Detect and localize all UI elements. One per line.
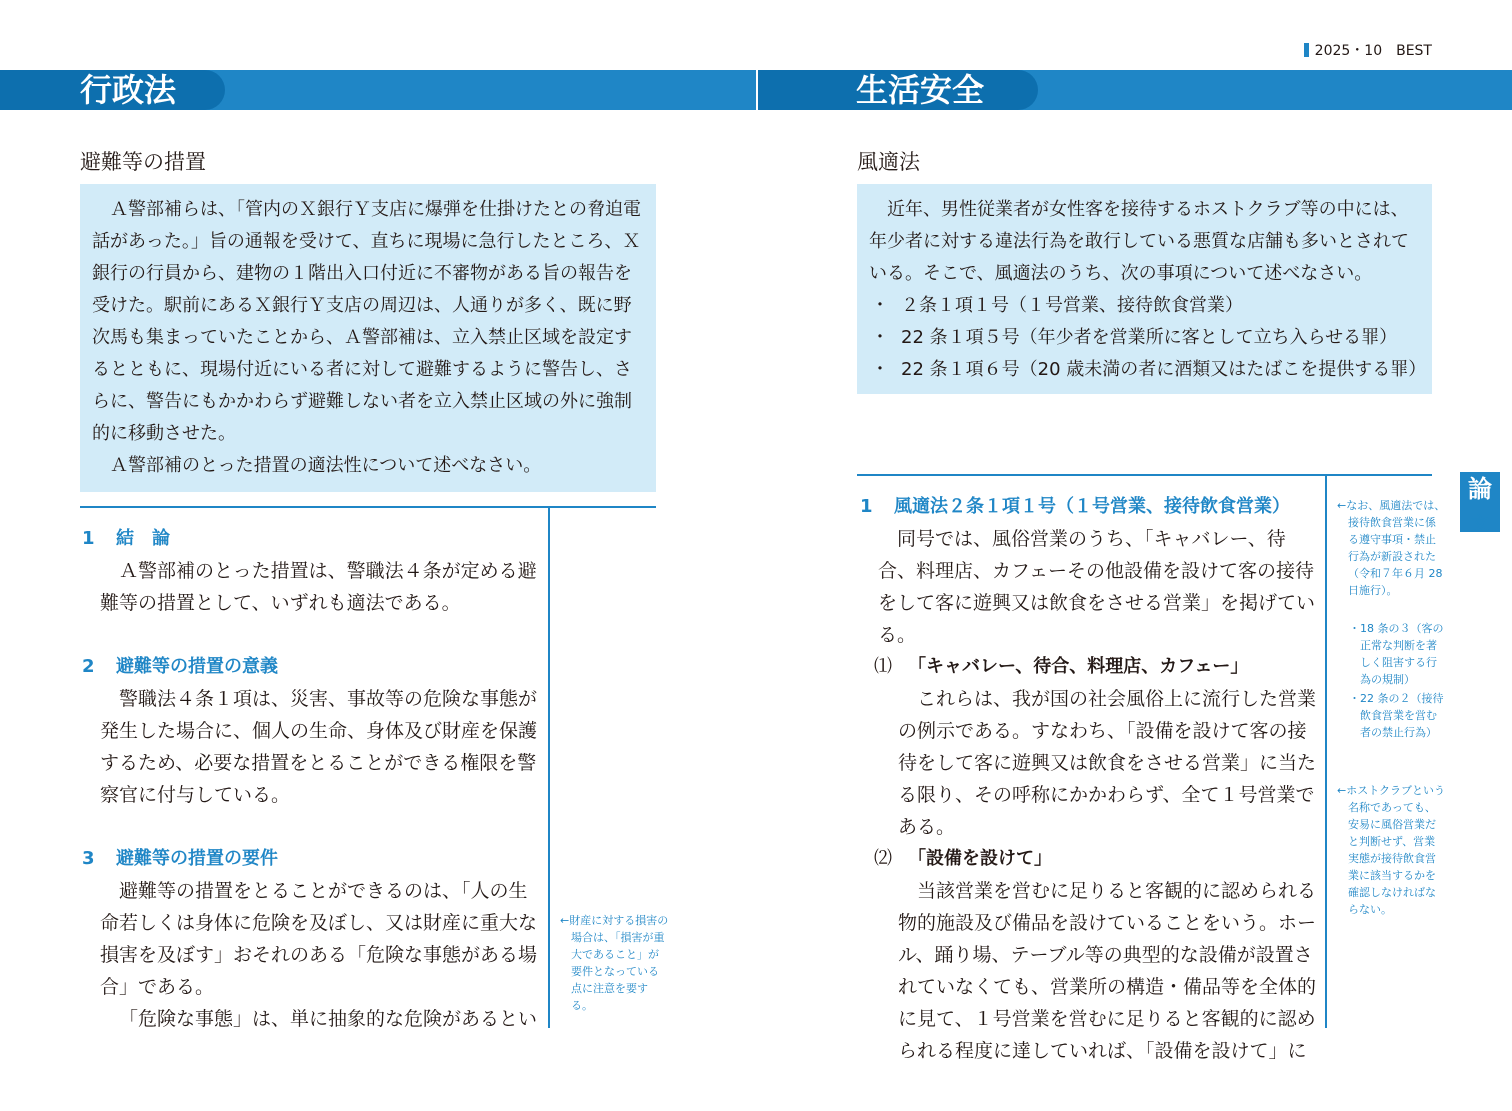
section-tab-gyoseiho: 行政法 (0, 70, 225, 110)
left-answer-heading-3: 3 避難等の措置の要件 (82, 848, 278, 869)
right-answer-text-1: 同号では、風俗営業のうち、「キャバレー、待合、料理店、カフェーその他設備を設けて客の接待をして客に遊興又は飲食をさせる営業」を掲げている。 (878, 528, 1316, 646)
right-margin-note-3: ・22 条の２（接待飲食営業を営む者の禁止行為） (1349, 692, 1444, 739)
left-margin-line (548, 506, 550, 1028)
right-margin-line (1325, 474, 1327, 1028)
right-answer-point-1: ⑴ 「キャバレー、待合、料理店、カフェー」 (874, 656, 1249, 677)
right-answer-divider (857, 474, 1432, 476)
left-answer-heading-1: 1 結 論 (82, 528, 170, 549)
right-question-item-1: ・ ２条１項１号（１号営業、接待飲食営業） (869, 290, 1420, 322)
right-answer (860, 491, 1320, 1067)
left-question-para-2: Ａ警部補のとった措置の適法性について述べなさい。 (110, 455, 542, 476)
left-topic-title: 避難等の措置 (80, 150, 206, 174)
right-topic-title: 風適法 (857, 150, 920, 174)
right-answer-point-1-text: これらは、我が国の社会風俗上に流行した営業の例示である。すなわち、「設備を設けて客の接待をして客に遊興又は飲食をさせる営業」に当たる限り、その呼称にかかわらず、全て１号営業である。 (898, 688, 1317, 838)
right-answer-point-2: ⑵ 「設備を設けて」 (874, 848, 1052, 869)
left-answer (82, 523, 542, 1035)
right-question-item-3: ・ 22 条１項６号（20 歳未満の者に酒類又はたばこを提供する罪） (869, 354, 1420, 386)
left-answer-text-3a: 避難等の措置をとることができるのは、「人の生命若しくは身体に危険を及ぼし、又は財産に重大な損害を及ぼす」おそれのある「危険な事態がある場合」である。 (100, 880, 538, 998)
right-margin-note-4: ←ホストクラブという名称であっても、安易に風俗営業だと判断せず、営業実態が接待飲食営業に該当するかを確認しなければならない。 (1337, 784, 1445, 916)
left-answer-text-3b: 「危険な事態」は、単に抽象的な危険があるとい (119, 1008, 538, 1030)
left-answer-text-2: 警職法４条１項は、災害、事故等の危険な事態が発生した場合に、個人の生命、身体及び財産を保護するため、必要な措置をとることができる権限を警察官に付与している。 (100, 688, 538, 806)
right-answer-point-2-text: 当該営業を営むに足りると客観的に認められる物的施設及び備品を設けていることをいう。ホール、踊り場、テーブル等の典型的な設備が設置されていなくても、営業所の構造・備品等を全体的に見て、１号営業を営むに足りると客観的に認められる程度に達していれば、「設備を設けて」に (898, 880, 1317, 1062)
side-index-tab: 論 (1460, 472, 1500, 532)
right-question-item-2: ・ 22 条１項５号（年少者を営業所に客として立ち入らせる罪） (869, 322, 1420, 354)
section-tab-seikatsu-anzen: 生活安全 (758, 70, 1038, 110)
side-index-tab-sub: 文 (1471, 514, 1489, 535)
left-answer-heading-2: 2 避難等の措置の意義 (82, 656, 278, 677)
right-question-intro: 近年、男性従業者が女性客を接待するホストクラブ等の中には、年少者に対する違法行為を敢行している悪質な店舗も多いとされている。そこで、風適法のうち、次の事項について述べなさい。 (869, 199, 1409, 284)
left-question-box (80, 184, 656, 492)
right-question-box (857, 184, 1432, 394)
right-answer-heading-1: 1 風適法２条１項１号（１号営業、接待飲食営業） (860, 496, 1290, 517)
left-question-para-1: Ａ警部補らは、「管内のＸ銀行Ｙ支店に爆弾を仕掛けたとの脅迫電話があった。」旨の通報を受けて、直ちに現場に急行したところ、Ｘ銀行の行員から、建物の１階出入口付近に不審物がある旨の報告を受けた。駅前にあるＸ銀行Ｙ支店の周辺は、人通りが多く、既に野次馬も集まっていたことから、Ａ警部補は、立入禁止区域を設定するとともに、現場付近にいる者に対して避難するように警告し、さらに、警告にもかかわらず避難しない者を立入禁止区域の外に強制的に移動させた。 (92, 199, 641, 444)
left-answer-divider (80, 506, 656, 508)
left-margin-note: ←財産に対する損害の場合は、「損害が重大であること」が要件となっている点に注意を要する。 (560, 914, 669, 1012)
right-question-list (869, 290, 1427, 386)
left-answer-text-1: Ａ警部補のとった措置は、警職法４条が定める避難等の措置として、いずれも適法である。 (100, 560, 537, 614)
issue-marker (1304, 43, 1309, 57)
right-margin-note-1: ←なお、風適法では、接待飲食営業に係る遵守事項・禁止行為が新設された（令和７年６月 28 日施行）。 (1337, 499, 1446, 597)
issue-label: 2025・10 BEST (1304, 40, 1432, 60)
right-margin-note-2: ・18 条の３（客の正常な判断を著しく阻害する行為の規制） (1349, 622, 1444, 686)
